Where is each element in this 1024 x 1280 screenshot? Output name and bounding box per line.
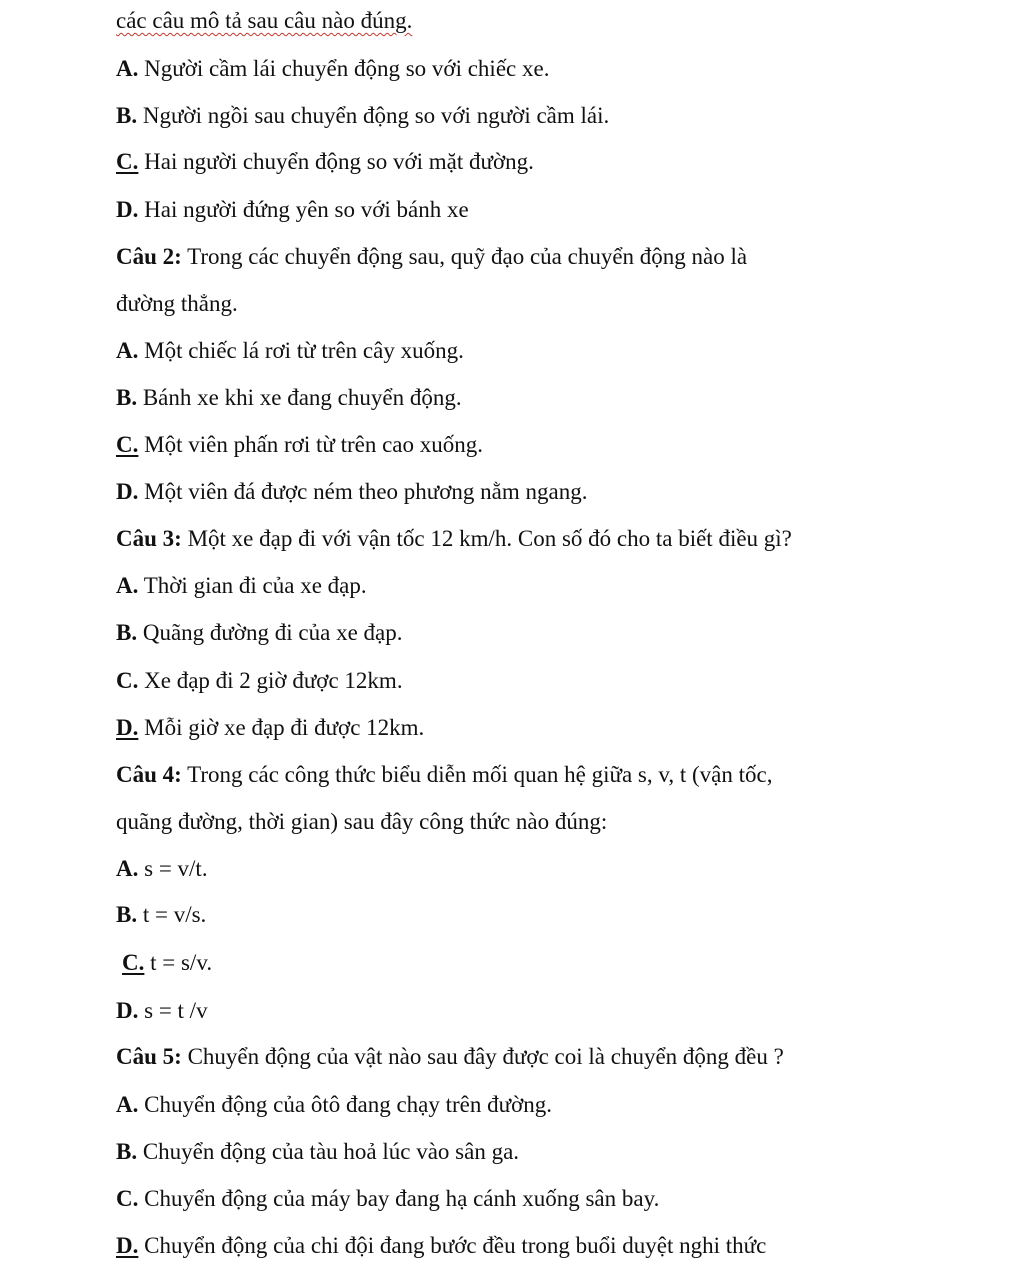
q3-option-d: D. Mỗi giờ xe đạp đi được 12km. (116, 715, 425, 740)
q5-label: Câu 5: (116, 1044, 182, 1069)
q2-option-b: B. Bánh xe khi xe đang chuyển động. (116, 385, 462, 410)
q4-option-a: A. s = v/t. (116, 856, 208, 881)
q2-option-a: A. Một chiếc lá rơi từ trên cây xuống. (116, 338, 464, 363)
question-1-stem-tail (116, 6, 412, 36)
q4-option-b: B. t = v/s. (116, 902, 207, 927)
q4-label: Câu 4: (116, 762, 182, 787)
q5-option-d: D. Chuyển động của chi đội đang bước đều trong buổi duyệt nghi thức (116, 1233, 767, 1258)
q3-option-c: C. Xe đạp đi 2 giờ được 12km. (116, 668, 403, 693)
q5-option-b: B. Chuyển động của tàu hoả lúc vào sân ga. (116, 1139, 520, 1164)
q5-option-c: C. Chuyển động của máy bay đang hạ cánh xuống sân bay. (116, 1186, 660, 1211)
intro-text: các câu mô tả sau câu nào đúng. (116, 8, 413, 33)
q2-stem: Câu 2: Trong các chuyển động sau, quỹ đạo của chuyển động nào là (116, 244, 748, 269)
q1-option-b: B. Người ngồi sau chuyển động so với người cầm lái. (116, 103, 610, 128)
q4-stem-line-2: quãng đường, thời gian) sau đây công thức nào đúng: (116, 809, 608, 834)
q3-option-b: B. Quãng đường đi của xe đạp. (116, 620, 403, 645)
q4-option-c: C. t = s/v. (122, 950, 213, 975)
q3-stem: Câu 3: Một xe đạp đi với vận tốc 12 km/h. Con số đó cho ta biết điều gì? (116, 526, 792, 551)
q1-option-d: D. Hai người đứng yên so với bánh xe (116, 197, 469, 222)
q3-label: Câu 3: (116, 526, 182, 551)
q5-option-a: A. Chuyển động của ôtô đang chạy trên đường. (116, 1092, 552, 1117)
q4-option-d: D. s = t /v (116, 998, 208, 1023)
q1-option-a: A. Người cầm lái chuyển động so với chiếc xe. (116, 56, 550, 81)
q3-option-a: A. Thời gian đi của xe đạp. (116, 573, 367, 598)
q2-label: Câu 2: (116, 244, 182, 269)
q2-stem-line-2: đường thẳng. (116, 291, 238, 316)
q4-stem: Câu 4: Trong các công thức biểu diễn mối quan hệ giữa s, v, t (vận tốc, (116, 762, 773, 787)
q2-option-c: C. Một viên phấn rơi từ trên cao xuống. (116, 432, 484, 457)
q1-option-c: C. Hai người chuyển động so với mặt đường. (116, 149, 534, 174)
q2-option-d: D. Một viên đá được ném theo phương nằm ngang. (116, 479, 588, 504)
q5-stem: Câu 5: Chuyển động của vật nào sau đây được coi là chuyển động đều ? (116, 1044, 784, 1069)
